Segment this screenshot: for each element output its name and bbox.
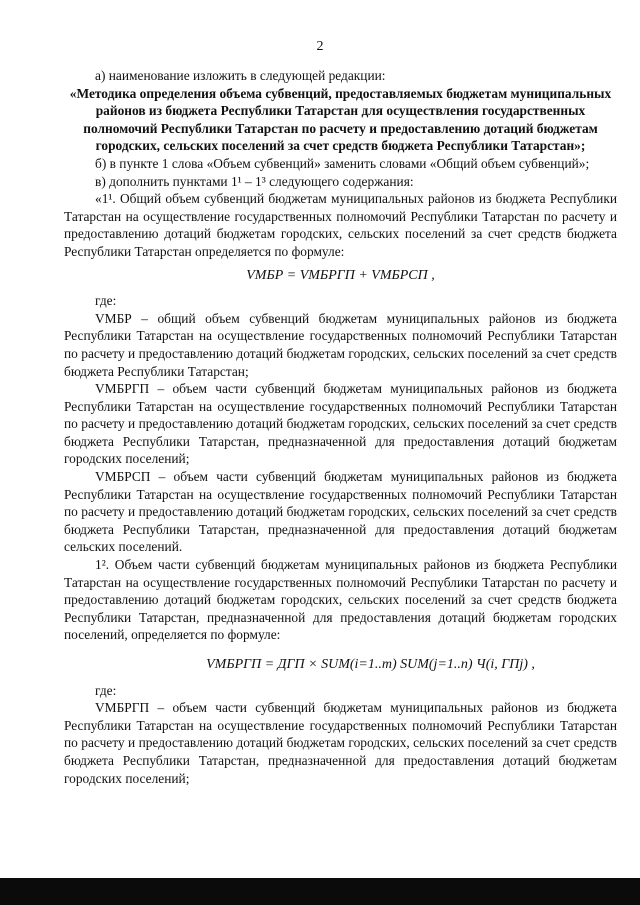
definition-vmbrgp-2: VМБРГП – объем части субвенций бюджетам муниципальных районов из бюджета Республики Татарстан на осуществление государственных полномочий Республики Татарстан по расчету и предоставлению дотаций бюджетам городских, сельских поселений за счет средств бюджета Республики Татарстан, предназначенной для предоставления дотаций бюджетам городских поселений; bbox=[64, 700, 617, 786]
document-body bbox=[64, 67, 617, 787]
item-c: в) дополнить пунктами 1¹ – 1³ следующего содержания: bbox=[95, 173, 414, 189]
formula-urban-subvention: VМБРГП = ДГП × SUM(i=1..m) SUM(j=1..n) Ч(i, ГПj) , bbox=[206, 657, 535, 672]
where-label-1: где: bbox=[95, 293, 117, 309]
paragraph-1-2: 1². Объем части субвенций бюджетам муниципальных районов из бюджета Республики Татарстан на осуществление государственных полномочий Республики Татарстан по расчету и предоставлению дотаций бюджетам городских, сельских поселений за счет средств бюджета Республики Татарстан, предназначенной для предоставления дотаций бюджетам городских поселений, определяется по формуле: bbox=[64, 557, 617, 643]
page-number: 2 bbox=[316, 39, 324, 54]
definition-vmbrgp: VМБРГП – объем части субвенций бюджетам муниципальных районов из бюджета Республики Татарстан на осуществление государственных полномочий Республики Татарстан по расчету и предоставлению дотаций бюджетам городских, сельских поселений за счет средств бюджета Республики Татарстан, предназначенной для предоставления дотаций бюджетам городских поселений; bbox=[64, 381, 617, 467]
where-label-2: где: bbox=[95, 682, 117, 698]
definition-vmbrsp: VМБРСП – объем части субвенций бюджетам муниципальных районов из бюджета Республики Татарстан на осуществление государственных полномочий Республики Татарстан по расчету и предоставлению дотаций бюджетам городских, сельских поселений за счет средств бюджета Республики Татарстан, предназначенной для предоставления дотаций бюджетам сельских поселений. bbox=[64, 469, 617, 555]
item-b: б) в пункте 1 слова «Объем субвенций» заменить словами «Общий объем субвенций»; bbox=[95, 155, 590, 171]
scan-bottom-edge bbox=[0, 878, 640, 905]
formula-total-subvention: VМБР = VМБРГП + VМБРСП , bbox=[246, 267, 435, 283]
methodology-title: «Методика определения объема субвенций, предоставляемых бюджетам муниципальных районов из бюджета Республики Татарстан для осуществления государственных полномочий Республики Татарстан по расчету и предоставлению дотаций бюджетам городских, сельских поселений за счет средств бюджета Республики Татарстан»; bbox=[69, 85, 612, 154]
paragraph-1-1: «1¹. Общий объем субвенций бюджетам муниципальных районов из бюджета Республики Татарстан на осуществление государственных полномочий Республики Татарстан по расчету и предоставлению дотаций бюджетам городских, сельских поселений за счет средств бюджета Республики Татарстан определяется по формуле: bbox=[64, 191, 617, 259]
item-a: а) наименование изложить в следующей редакции: bbox=[95, 68, 386, 83]
definition-vmbr: VМБР – общий объем субвенций бюджетам муниципальных районов из бюджета Республики Татарстан на осуществление государственных полномочий Республики Татарстан по расчету и предоставлению дотаций бюджетам городских, сельских поселений за счет средств бюджета Республики Татарстан; bbox=[64, 310, 617, 379]
